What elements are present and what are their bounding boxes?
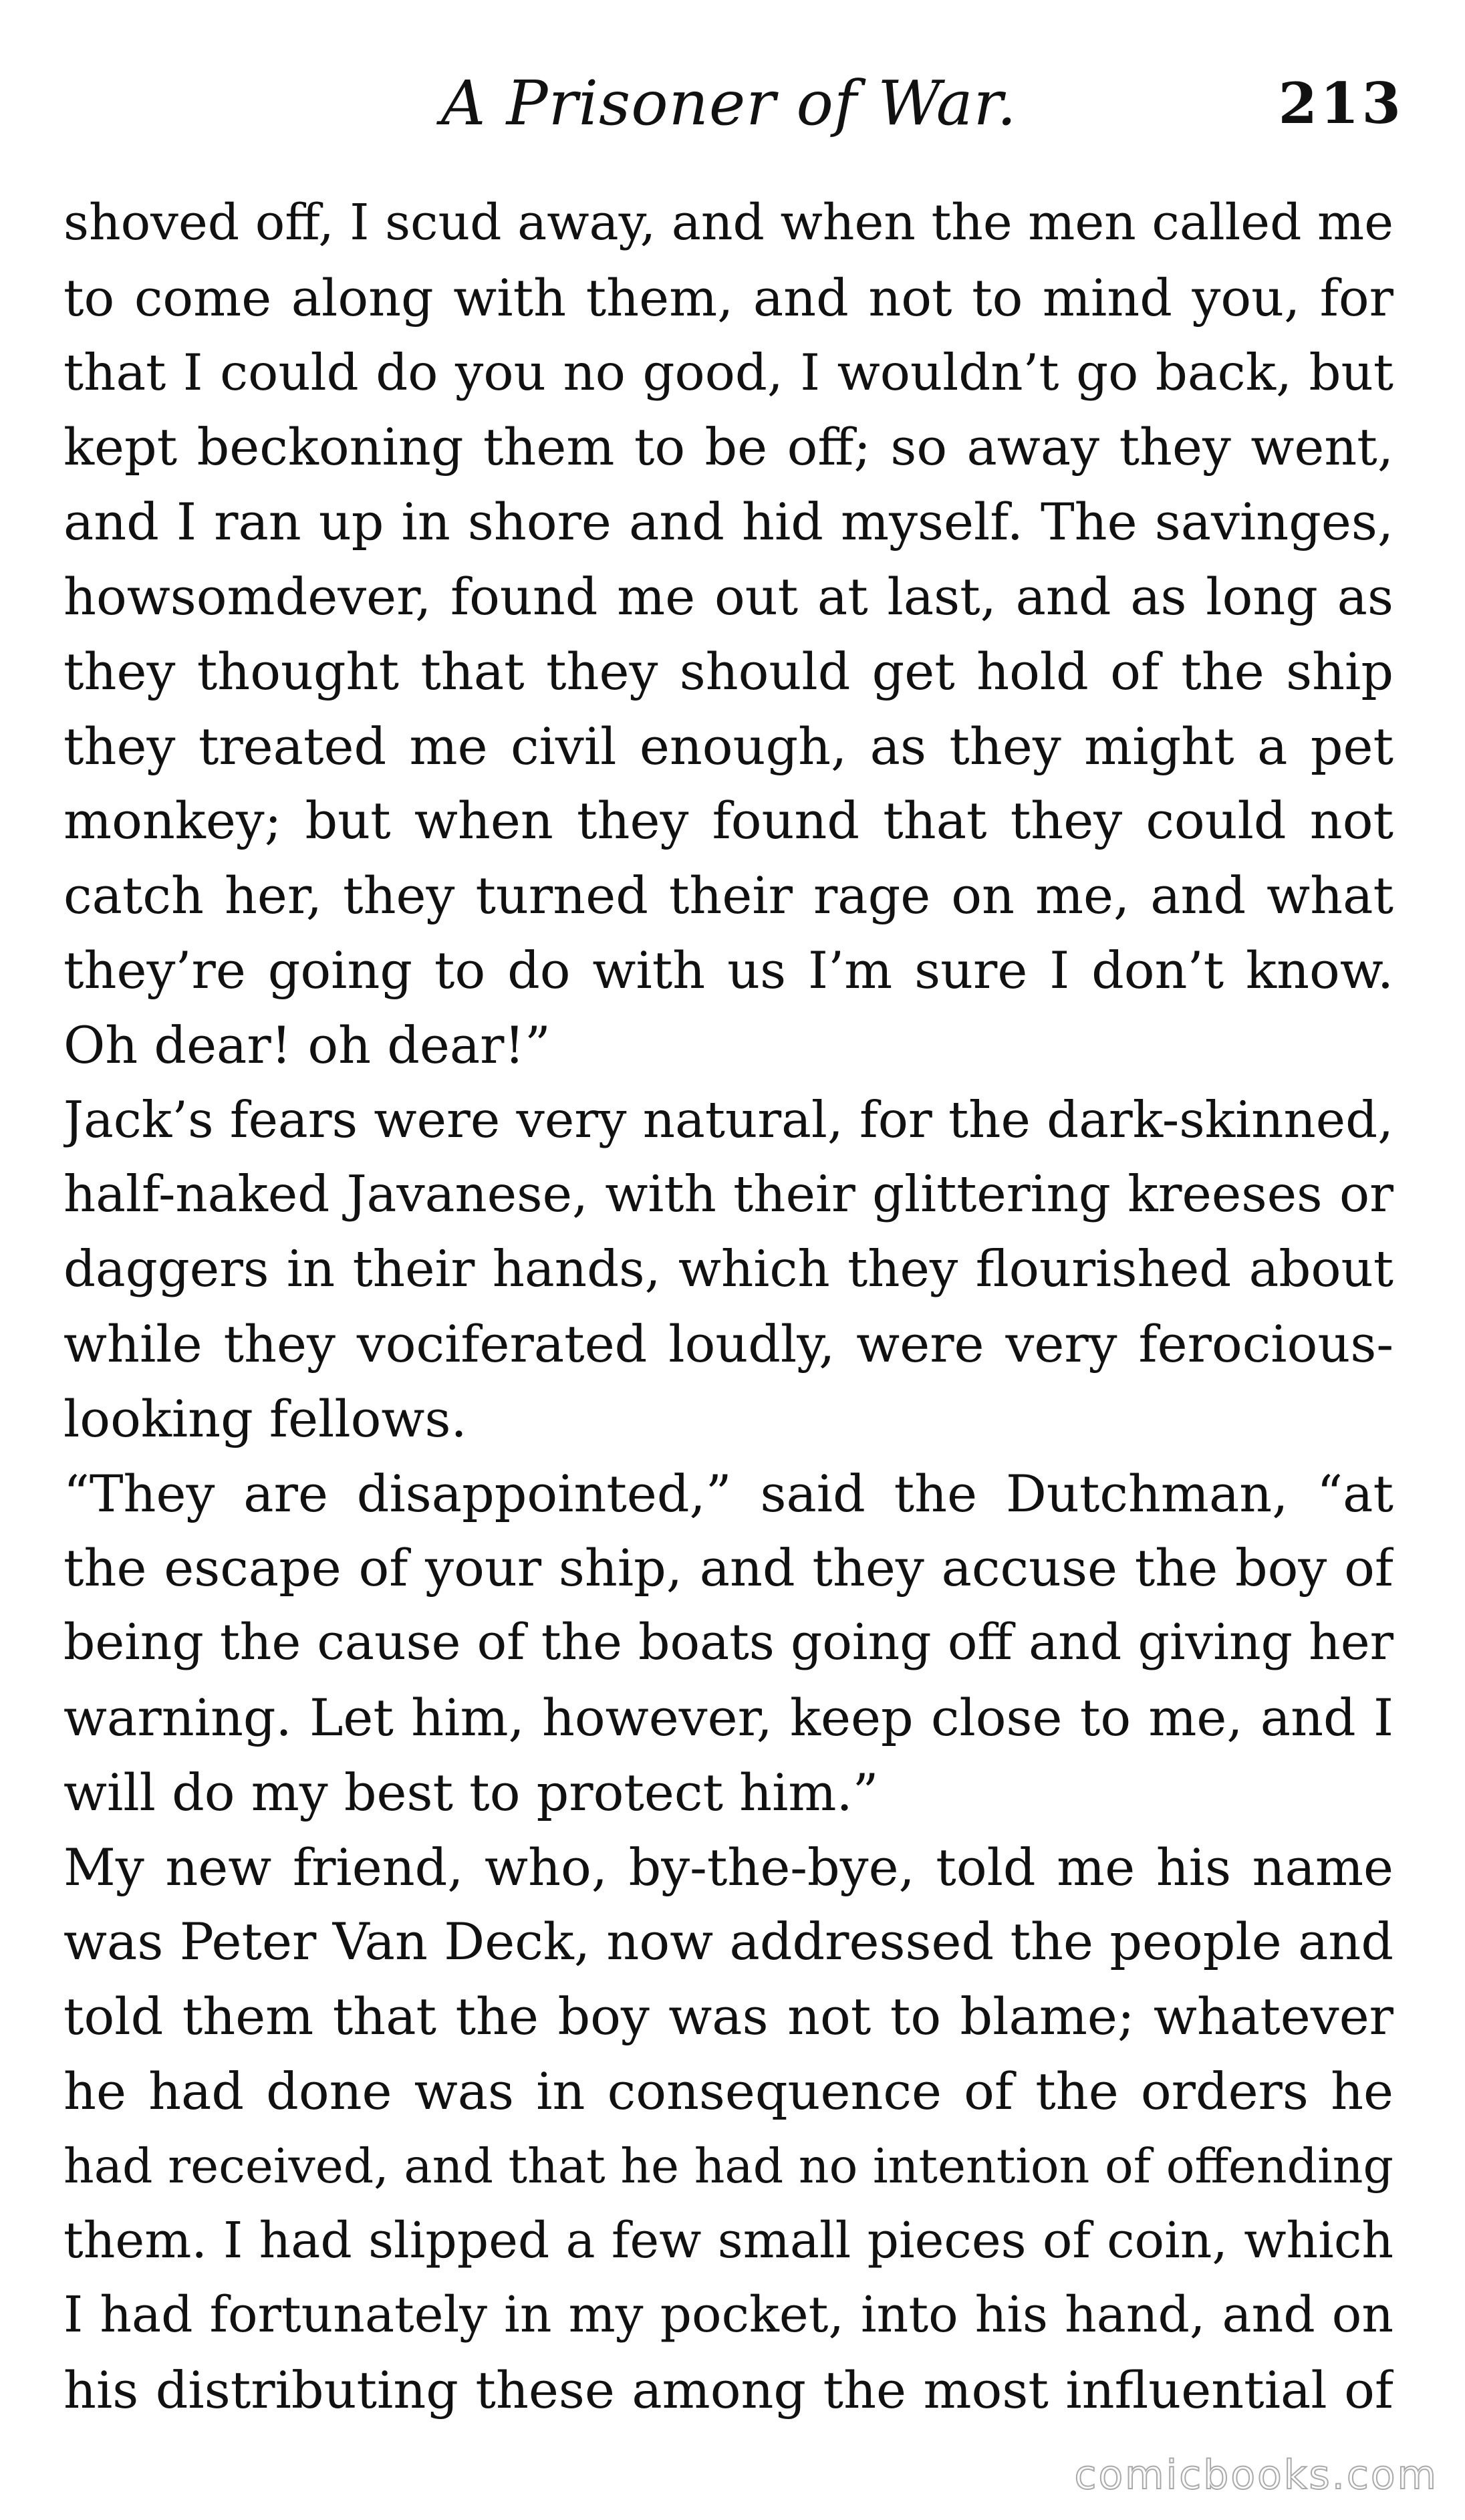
running-title: A Prisoner of War.: [441, 68, 1017, 139]
text-line: had received, and that he had no intention of offending: [63, 2138, 1393, 2194]
text-line: daggers in their hands, which they flourished about: [63, 1239, 1393, 1299]
text-line: catch her, they turned their rage on me, and what: [63, 866, 1393, 926]
text-line: to come along with them, and not to mind you, for: [63, 267, 1393, 328]
text-line: looking fellows.: [63, 1388, 467, 1448]
text-line: they thought that they should get hold of the ship: [63, 641, 1393, 701]
watermark: comicbooks.com: [1074, 2452, 1438, 2499]
text-line: My new friend, who, by-the-bye, told me his name: [63, 1837, 1393, 1897]
page-header: [441, 64, 1404, 144]
text-line: while they vociferated loudly, were very ferocious-: [63, 1313, 1393, 1374]
text-line: kept beckoning them to be off; so away they went,: [63, 417, 1393, 477]
text-line: was Peter Van Deck, now addressed the people and: [63, 1912, 1393, 1972]
text-line: he had done was in consequence of the orders he: [63, 2061, 1393, 2121]
text-line: that I could do you no good, I wouldn’t go back, but: [63, 342, 1393, 402]
text-line: “They are disappointed,” said the Dutchman, “at: [63, 1463, 1393, 1523]
text-line: being the cause of the boats going off and giving her: [63, 1614, 1393, 1672]
text-line: they’re going to do with us I’m sure I don’t know.: [63, 940, 1393, 1000]
body-text: [63, 186, 1393, 2428]
page-number: 213: [1278, 70, 1404, 136]
text-line: monkey; but when they found that they could not: [63, 791, 1393, 851]
text-line: they treated me civil enough, as they might a pet: [63, 716, 1393, 776]
text-line: I had fortunately in my pocket, into his hand, and on: [63, 2286, 1393, 2344]
text-line: his distributing these among the most influential of: [63, 2360, 1393, 2420]
text-line: the escape of your ship, and they accuse the boy of: [63, 1538, 1393, 1598]
text-line: Jack’s fears were very natural, for the dark-skinned,: [63, 1090, 1393, 1149]
text-line: warning. Let him, however, keep close to me, and I: [63, 1687, 1393, 1747]
text-line: half-naked Javanese, with their glittering kreeses or: [63, 1164, 1393, 1224]
text-line: will do my best to protect him.”: [63, 1762, 879, 1822]
text-line: shoved off, I scud away, and when the men called me: [63, 194, 1393, 251]
text-line: and I ran up in shore and hid myself. The savinges,: [63, 492, 1393, 552]
text-line: Oh dear! oh dear!”: [63, 1015, 551, 1075]
text-line: them. I had slipped a few small pieces of coin, which: [63, 2211, 1393, 2269]
text-line: howsomdever, found me out at last, and as long as: [63, 566, 1393, 626]
text-line: told them that the boy was not to blame; whatever: [63, 1987, 1393, 2047]
